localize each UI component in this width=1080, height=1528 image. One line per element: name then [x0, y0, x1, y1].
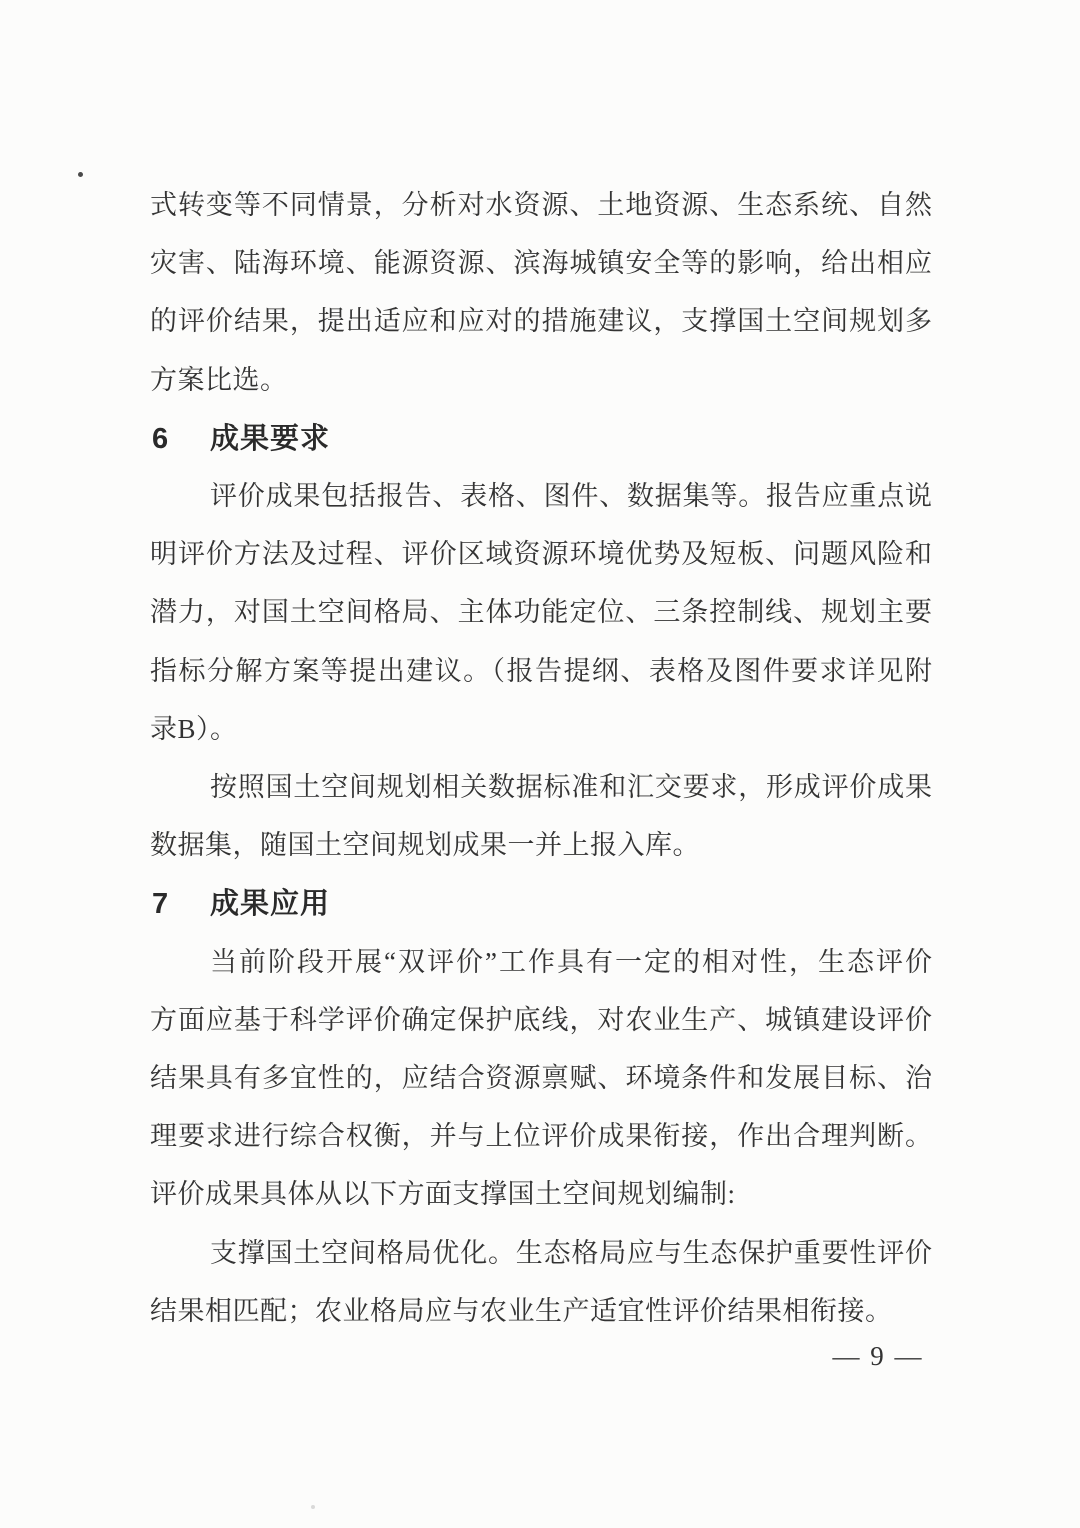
section-title: 成果应用: [210, 888, 331, 920]
body-line: 方面应基于科学评价确定保护底线，对农业生产、城镇建设评价: [150, 1005, 932, 1035]
section-number: 6: [152, 423, 169, 455]
body-line: 明评价方法及过程、评价区域资源环境优势及短板、问题风险和: [150, 539, 932, 569]
body-line: 指标分解方案等提出建议。（报告提纲、表格及图件要求详见附: [150, 656, 932, 686]
body-line: 理要求进行综合权衡，并与上位评价成果衔接，作出合理判断。: [150, 1121, 932, 1151]
page-number: — 9 —: [832, 1341, 924, 1371]
body-line: 方案比选。: [150, 365, 288, 395]
body-line: 潜力，对国土空间格局、主体功能定位、三条控制线、规划主要: [150, 597, 932, 627]
body-line: 结果相匹配；农业格局应与农业生产适宜性评价结果相衔接。: [150, 1296, 893, 1326]
section-heading-6: [152, 422, 330, 457]
section-number: 7: [152, 888, 169, 920]
body-line: 支撑国土空间格局优化。生态格局应与生态保护重要性评价: [210, 1238, 932, 1268]
body-line: 数据集，随国土空间规划成果一并上报入库。: [150, 830, 700, 860]
body-line: 式转变等不同情景，分析对水资源、土地资源、生态系统、自然: [150, 190, 932, 220]
body-line: 录B）。: [150, 714, 238, 744]
section-title: 成果要求: [210, 423, 331, 455]
body-line: 灾害、陆海环境、能源资源、滨海城镇安全等的影响，给出相应: [150, 248, 932, 278]
body-line: 的评价结果，提出适应和应对的措施建议，支撑国土空间规划多: [150, 306, 932, 336]
body-line: 评价成果具体从以下方面支撑国土空间规划编制:: [150, 1179, 736, 1209]
scan-speck: [78, 172, 83, 177]
body-line: 按照国土空间规划相关数据标准和汇交要求，形成评价成果: [210, 772, 932, 802]
body-line: 当前阶段开展“双评价”工作具有一定的相对性，生态评价: [210, 947, 932, 977]
body-line: 评价成果包括报告、表格、图件、数据集等。报告应重点说: [210, 481, 932, 511]
section-heading-7: [152, 887, 330, 922]
body-line: 结果具有多宜性的，应结合资源禀赋、环境条件和发展目标、治: [150, 1063, 932, 1093]
scan-speck: [311, 1505, 315, 1509]
